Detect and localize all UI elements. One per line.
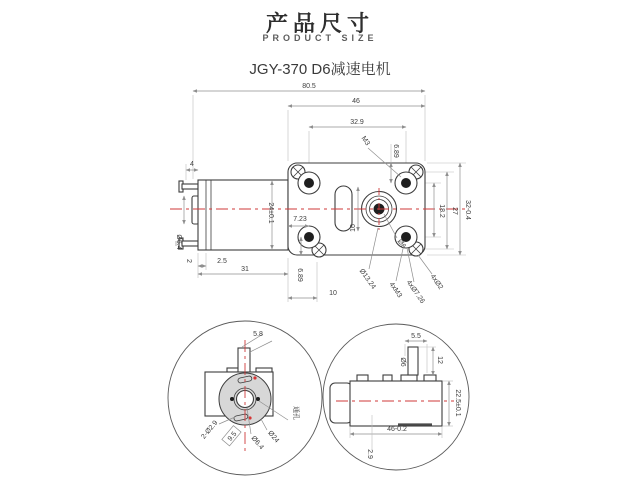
dim-pin-length: 4	[190, 161, 194, 168]
label-pin-holes: 4xØ2	[428, 273, 444, 292]
shaft-top	[238, 348, 250, 372]
dim-boss-diameter: Ø6.4	[249, 434, 265, 452]
dim-pin-thickness: 2	[185, 259, 192, 263]
dim-shaft-diameter: Ø6	[395, 238, 407, 250]
page-title: 产品尺寸	[265, 11, 374, 36]
terminal-pin-bottom	[182, 241, 198, 246]
top-tab	[357, 375, 368, 381]
dim-shaft-offset: 5.5	[411, 333, 421, 340]
right-detail-view	[323, 324, 469, 470]
dim-hole-bottom-offset: 6.89	[296, 268, 303, 282]
label-through-hole: 通孔	[292, 406, 299, 420]
dim-tab-height: 2.9	[366, 449, 373, 459]
left-detail-view	[168, 321, 322, 475]
dim-body-height: 22.5±0.1	[454, 389, 461, 417]
dim-hole-pitch-box	[222, 426, 241, 446]
dim-rear-boss-diameter: Ø6.4	[175, 234, 182, 250]
gearbox-body-side	[350, 381, 442, 426]
mounting-hole	[298, 172, 320, 194]
dim-hole-pitch: 9.5	[226, 430, 239, 443]
dim-hole-span-v: 18.2	[438, 204, 445, 218]
terminal-pin-top	[182, 184, 198, 189]
dim-body-width: 46-0.2	[387, 426, 407, 433]
dim-motor-diameter: 24±0.1	[267, 202, 274, 224]
dim-gearbox-width: 46	[352, 98, 360, 105]
label-vent-holes: 2-Ø2.9	[200, 419, 220, 441]
dim-edge-to-hole: 7.23	[293, 216, 307, 223]
dim-shaft-length: 12	[436, 356, 443, 364]
label-thread-m3: M3	[359, 135, 371, 148]
dim-overall-length: 80.5	[302, 83, 316, 90]
housing-tab	[256, 368, 272, 372]
label-boss-holes: 4xØ7.26	[404, 279, 426, 305]
dim-gearbox-height: 32-0.4	[464, 200, 471, 220]
shaft-base	[401, 375, 417, 381]
dim-hole-top-offset: 6.89	[392, 144, 399, 158]
dim-screw-span-v: 27	[451, 207, 458, 215]
top-tab	[383, 375, 392, 381]
dim-slot-offset: 10	[329, 290, 337, 297]
dim-cap-diameter: Ø24	[266, 429, 281, 445]
motor-stub	[330, 383, 352, 423]
label-thread-holes: 4xM3	[387, 281, 404, 300]
vent-hole-dot	[256, 397, 260, 401]
product-model-title: JGY-370 D6减速电机	[249, 61, 391, 78]
main-view	[170, 83, 471, 305]
dim-slot-length: 16	[350, 224, 357, 232]
mounting-hole	[395, 172, 417, 194]
dim-shaft-width: 5.8	[253, 331, 263, 338]
page-subtitle: PRODUCT SIZE	[262, 33, 378, 43]
red-marker-dot	[253, 376, 256, 379]
top-tab	[424, 375, 436, 381]
vent-hole-dot	[230, 397, 234, 401]
output-shaft-side	[408, 347, 418, 375]
dim-motor-length: 31	[241, 266, 249, 273]
dim-cap-length: 2.5	[217, 258, 227, 265]
dim-hub-diameter: Ø13.24	[357, 267, 377, 291]
dim-shaft-diameter-detail: Ø6	[399, 357, 406, 367]
dim-hole-span-h: 32.9	[350, 119, 364, 126]
